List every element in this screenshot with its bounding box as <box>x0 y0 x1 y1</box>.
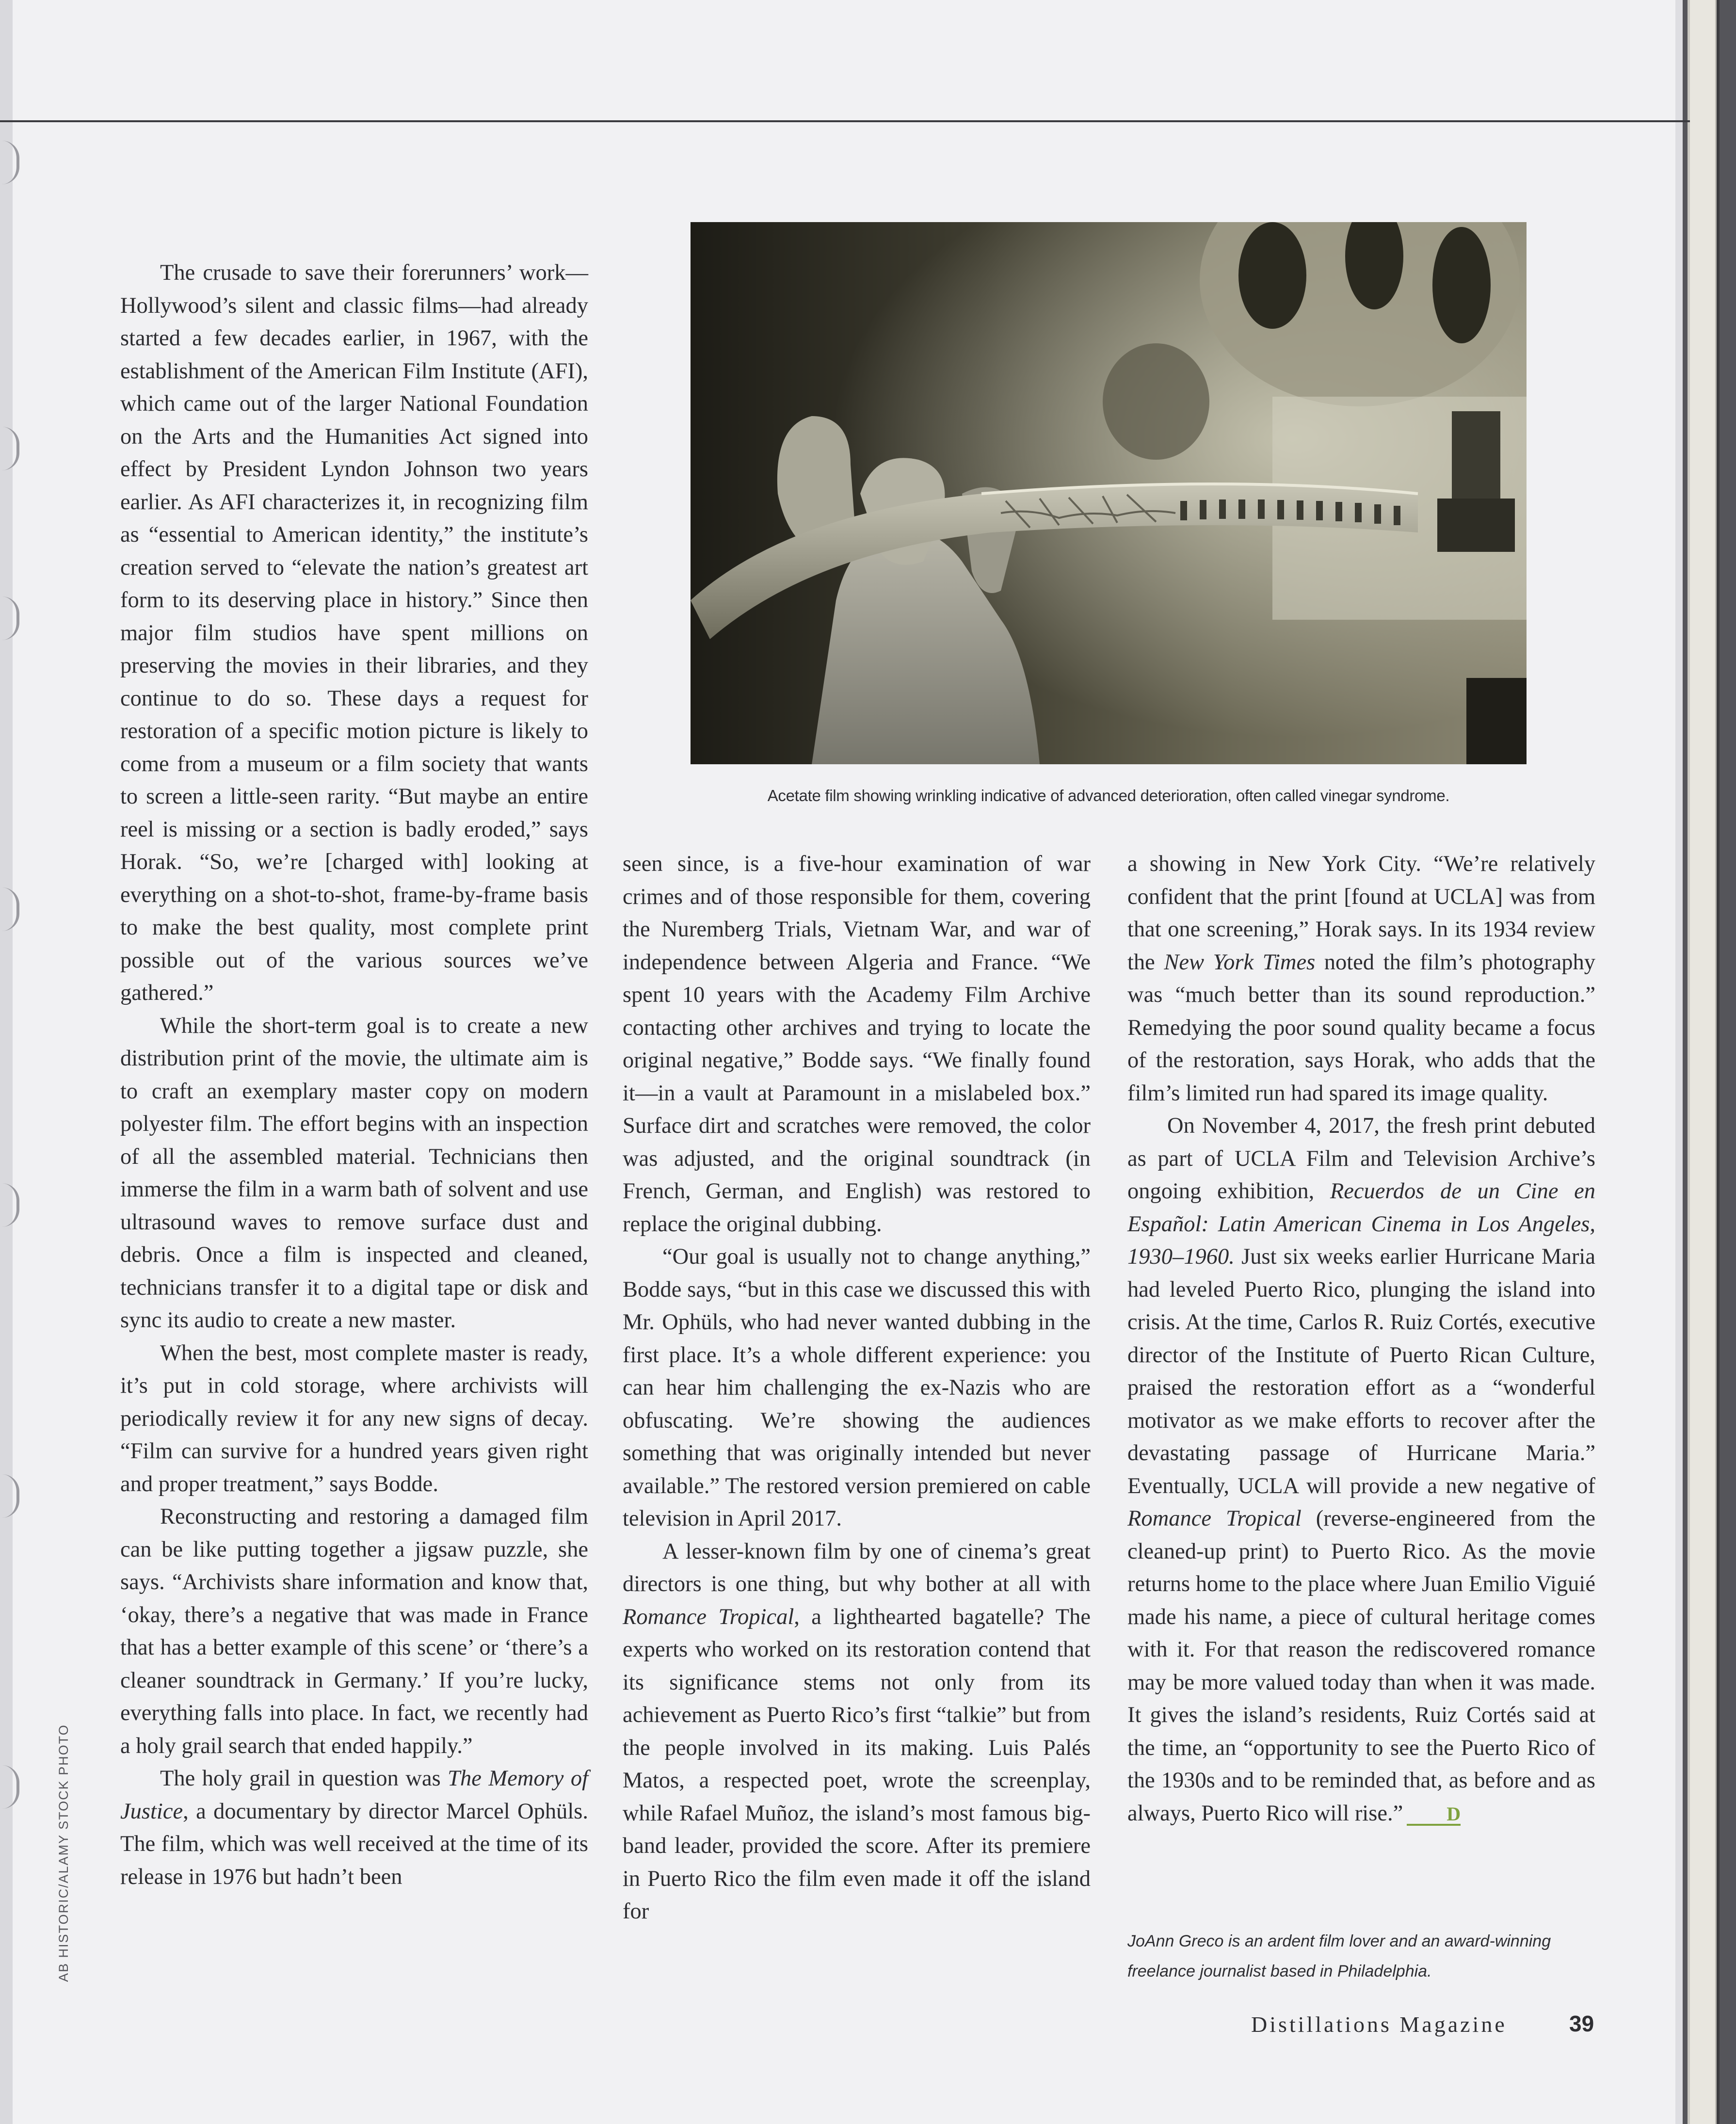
film-title: The Memory of Justice <box>120 1766 589 1824</box>
binder-hole <box>2 596 19 640</box>
article-column-1 <box>120 257 588 1893</box>
text-run: The holy grail in question was <box>160 1766 448 1791</box>
text-run: noted the film’s photography was “much better than its sound reproduction.” Remedying the poor sound quality became a focus of the restoration, says Horak, who adds that the film’s limited run had spared its image quality. <box>1127 949 1596 1106</box>
paragraph: When the best, most complete master is ready, it’s put in cold storage, where archivists will periodically review it for any new signs of decay. “Film can survive for a hundred years given right and proper treatment,” says Bodde. <box>120 1340 588 1496</box>
paragraph <box>623 1535 1091 1928</box>
paragraph: Reconstructing and restoring a damaged film can be like putting together a jigsaw puzzle, she says. “Archivists share information and know that, ‘okay, there’s a negative that was made in France that has a better example of this scene’ or ‘there’s a cleaner soundtrack in Germany.’ If you’re lucky, everything falls into place. In fact, we recently had a holy grail search that ended happily.” <box>120 1504 588 1758</box>
binder-hole <box>2 1183 19 1227</box>
newspaper-title: New York Times <box>1164 949 1316 975</box>
paragraph: The crusade to save their forerunners’ work—Hollywood’s silent and classic films—had already started a few decades earlier, in 1967, with the establishment of the American Film Institute (AFI), which came out of the larger National Foundation on the Arts and the Humanities Act signed into effect by President Lyndon Johnson two years earlier. As AFI characterizes it, in recognizing film as “essential to American identity,” the institute’s creation served to “elevate the nation’s greatest art form to its deserving place in history.” Since then major film studios have spent millions on preserving the movies in their libraries, and they continue to do so. These days a request for restoration of a specific motion picture is likely to come from a museum or a film society that wants to screen a little-seen rarity. “But maybe an entire reel is missing or a section is badly eroded,” says Horak. “So, we’re [charged with] looking at everything on a shot-to-shot, frame-by-frame basis to make the best quality, most complete print possible out of the various sources we’ve gathered.” <box>120 260 588 1005</box>
film-title: Romance Tropical <box>623 1604 794 1629</box>
text-run: , a documentary by director Marcel Ophüls. The film, which was well received at the time of its release in 1976 but hadn’t been <box>120 1799 588 1889</box>
photo-credit: AB HISTORIC/ALAMY STOCK PHOTO <box>56 1724 71 1982</box>
magazine-name: Distillations Magazine <box>1251 2012 1507 2037</box>
binder-hole <box>2 427 19 470</box>
exhibition-title: Recuerdos de un Cine en Español: Latin American Cinema in Los Angeles, 1930–1960. <box>1127 1179 1595 1269</box>
paragraph: seen since, is a five-hour examination of war crimes and of those responsible for them, covering the Nuremberg Trials, Vietnam War, and war of independence between Algeria and France. “We spent 10 years with the Academy Film Archive contacting other archives and trying to locate the original negative,” Bodde says. “We finally found it—in a vault at Paramount in a mislabeled box.” Surface dirt and scratches were removed, the color was adjusted, and the original soundtrack (in French, German, and English) was restored to replace the original dubbing. <box>623 852 1091 1237</box>
page-number: 39 <box>1569 2011 1594 2036</box>
text-run: (reverse-engineered from the cleaned-up print) to Puerto Rico. As the movie returns home to the place where Juan Emilio Viguié made his name, a piece of cultural heritage comes with it. For that reason the rediscovered romance may be more valued today than when it was made. It gives the island’s residents, Ruiz Cortés said at the time, an “opportunity to see the Puerto Rico of the 1930s and to be reminded that, as before and as always, Puerto Rico will rise.” <box>1127 1506 1596 1826</box>
text-run: A lesser-known film by one of cinema’s great directors is one thing, but why bother at all with <box>623 1539 1091 1596</box>
header-rule <box>0 120 1690 122</box>
paragraph: “Our goal is usually not to change anything,” Bodde says, “but in this case we discussed this with Mr. Ophüls, who had never wanted dubbing in the first place. It’s a whole different experience: you can hear him challenging the ex-Nazis who are obfuscating. We’re showing the audiences something that was originally intended but never available.” The restored version premiered on cable television in April 2017. <box>623 1244 1091 1531</box>
paragraph <box>1127 1110 1595 1830</box>
film-deterioration-photo <box>691 222 1527 764</box>
author-bio: JoAnn Greco is an ardent film lover and an award-winning freelance journalist based in Philadelphia. <box>1127 1932 1551 1980</box>
text-run: , a lighthearted bagatelle? The experts who worked on its restoration contend that its significance stems not only from its achievement as Puerto Rico’s first “talkie” but from the people involved in its making. Luis Palés Matos, a respected poet, wrote the screenplay, while Rafael Muñoz, the island’s most famous big-band leader, provided the score. After its premiere in Puerto Rico the film even made it off the island for <box>623 1604 1091 1924</box>
text-run: a showing in New York City. “We’re relatively confident that the print [found at UCLA] was from that one screening,” Horak says. In its 1934 review the <box>1127 852 1595 975</box>
binder-hole <box>2 141 19 184</box>
film-title: Romance Tropical <box>1127 1506 1302 1531</box>
binder-hole <box>2 887 19 931</box>
binding-spine-line <box>1717 0 1720 2124</box>
binding-spine-paper <box>1688 0 1717 2124</box>
article-column-2 <box>623 848 1091 1928</box>
photo-caption: Acetate film showing wrinkling indicative of advanced deterioration, often called vinegar syndrome. <box>767 787 1450 805</box>
binder-hole <box>2 1474 19 1518</box>
paragraph: While the short-term goal is to create a new distribution print of the movie, the ultimate aim is to craft an exemplary master copy on modern polyester film. The effort begins with an inspection of all the assembled material. Technicians then immerse the film in a warm bath of solvent and use ultrasound waves to remove surface dust and debris. Once a film is inspected and cleaned, technicians transfer it to a digital tape or disk and sync its audio to create a new master. <box>120 1013 588 1333</box>
text-run: On November 4, 2017, the fresh print debuted as part of UCLA Film and Television Archive’s ongoing exhibition, <box>1127 1113 1595 1204</box>
end-mark-logo: D <box>1407 1804 1461 1826</box>
article-column-3 <box>1127 848 1595 1830</box>
paragraph <box>120 1762 588 1893</box>
text-run: Just six weeks earlier Hurricane Maria had leveled Puerto Rico, plunging the island into crisis. At the time, Carlos R. Ruiz Cortés, executive director of the Institute of Puerto Rican Culture, praised the restoration effort as a “wonderful motivator as we make efforts to recover after the devastating passage of Hurricane Maria.” Eventually, UCLA will provide a new negative of <box>1127 1244 1595 1498</box>
binder-hole <box>2 1765 19 1809</box>
paragraph <box>1127 848 1595 1110</box>
